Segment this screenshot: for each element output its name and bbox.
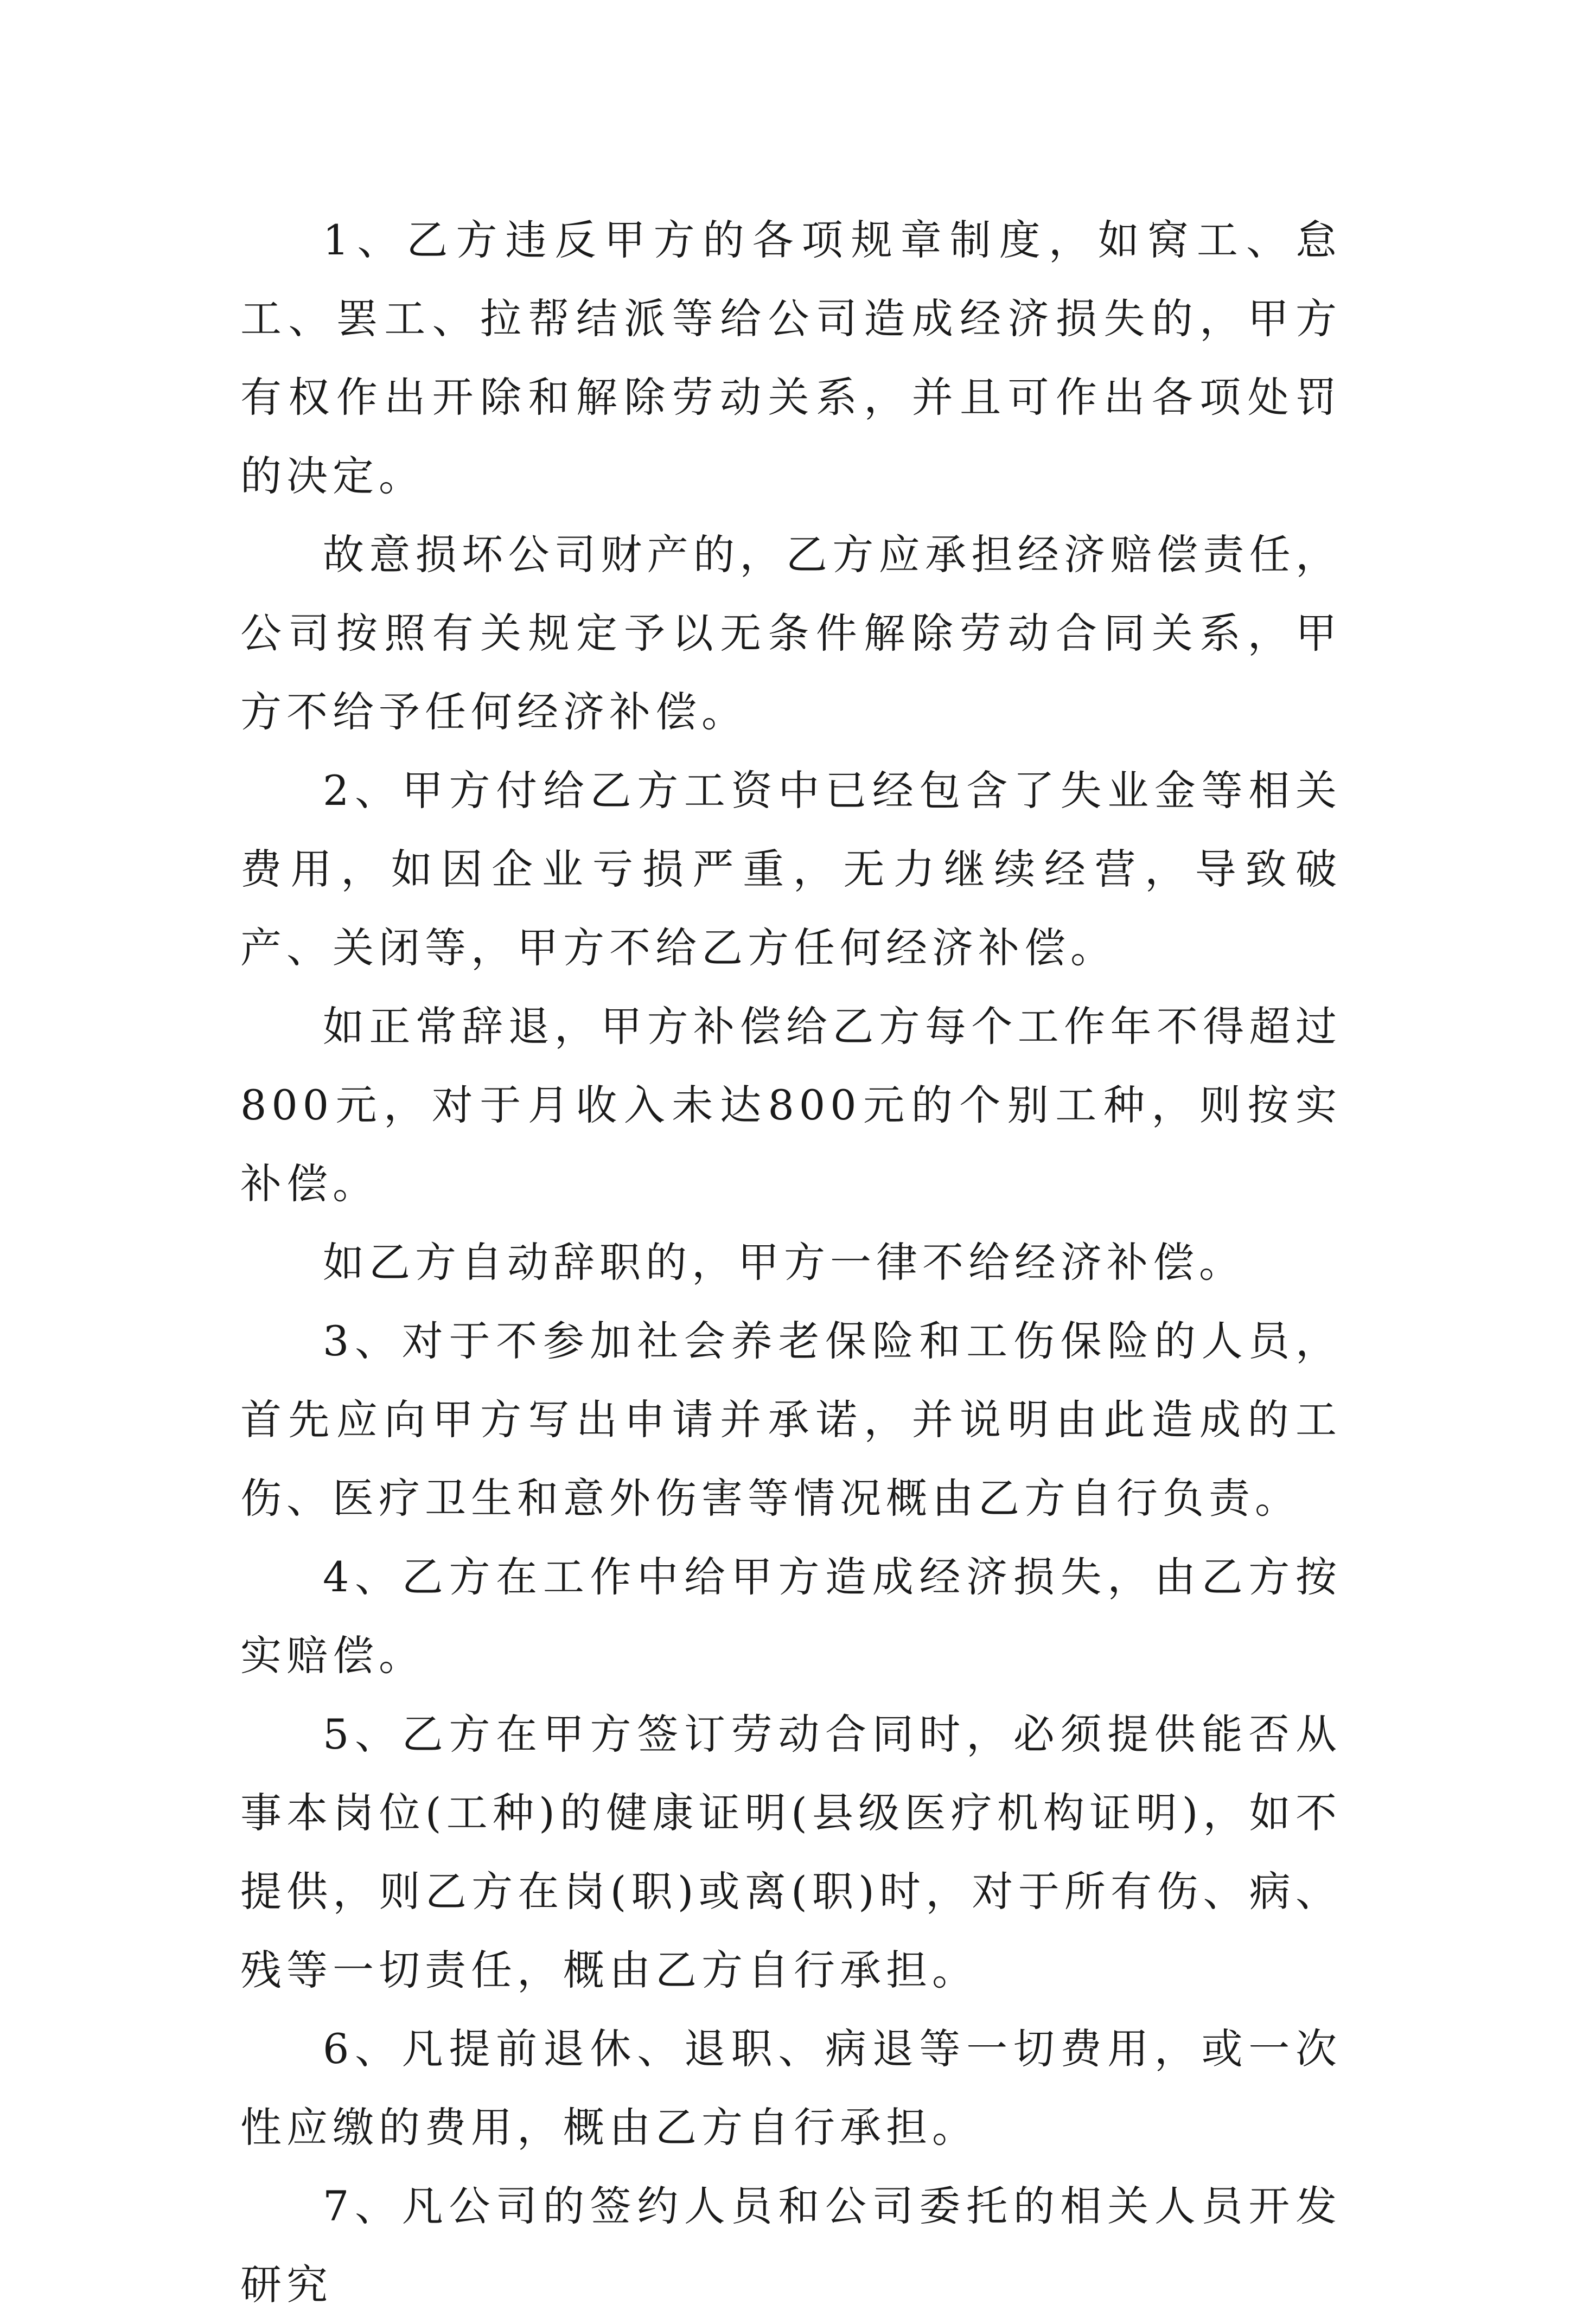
property-damage-paragraph: 故意损坏公司财产的，乙方应承担经济赔偿责任，公司按照有关规定予以无条件解除劳动合同关系，甲方不给予任何经济补偿。	[240, 530, 1342, 736]
clause-5-paragraph: 5、乙方在甲方签订劳动合同时，必须提供能否从事本岗位(工种)的健康证明(县级医疗机构证明)，如不提供，则乙方在岗(职)或离(职)时，对于所有伤、病、残等一切责任，概由乙方自行承担。	[240, 1710, 1342, 1994]
clause-6-paragraph: 6、凡提前退休、退职、病退等一切费用，或一次性应缴的费用，概由乙方自行承担。	[240, 2025, 1342, 2152]
clause-4-paragraph: 4、乙方在工作中给甲方造成经济损失，由乙方按实赔偿。	[240, 1553, 1342, 1680]
document-body	[240, 201, 1342, 2324]
clause-2-paragraph: 2、甲方付给乙方工资中已经包含了失业金等相关费用，如因企业亏损严重，无力继续经营，导致破产、关闭等，甲方不给乙方任何经济补偿。	[240, 766, 1342, 972]
clause-3-paragraph: 3、对于不参加社会养老保险和工伤保险的人员，首先应向甲方写出申请并承诺，并说明由此造成的工伤、医疗卫生和意外伤害等情况概由乙方自行负责。	[240, 1317, 1342, 1522]
clause-1-paragraph: 1、乙方违反甲方的各项规章制度，如窝工、怠工、罢工、拉帮结派等给公司造成经济损失的，甲方有权作出开除和解除劳动关系，并且可作出各项处罚的决定。	[240, 216, 1342, 500]
voluntary-resignation-paragraph: 如乙方自动辞职的，甲方一律不给经济补偿。	[323, 1238, 1245, 1286]
normal-dismissal-paragraph: 如正常辞退，甲方补偿给乙方每个工作年不得超过800元，对于月收入未达800元的个别工种，则按实补偿。	[240, 1002, 1342, 1208]
clause-7-paragraph: 7、凡公司的签约人员和公司委托的相关人员开发研究	[240, 2182, 1342, 2309]
